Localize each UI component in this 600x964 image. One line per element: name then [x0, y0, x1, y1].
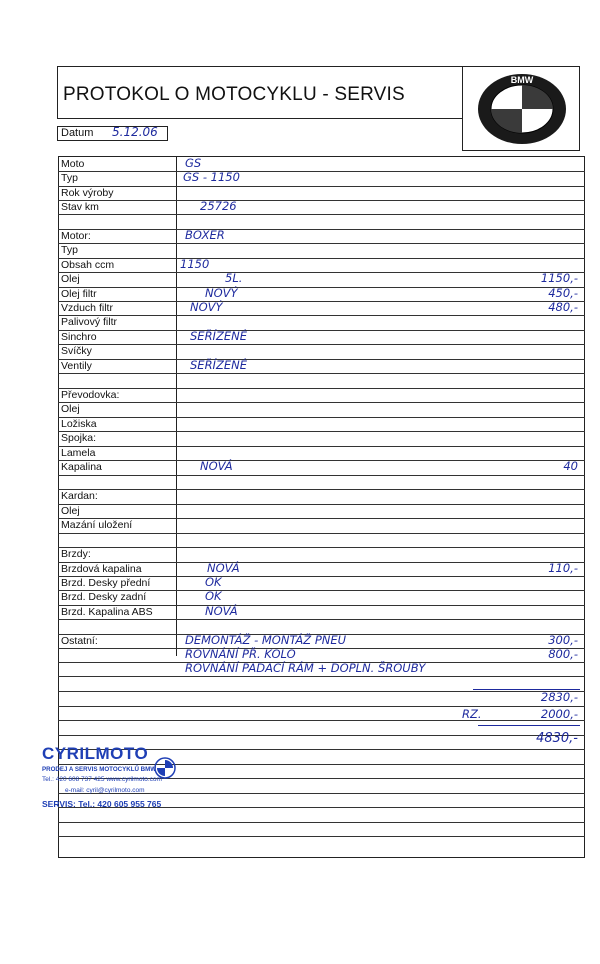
- row-value: SEŘÍZENÉ: [190, 358, 247, 372]
- row-label: Lamela: [61, 447, 96, 459]
- row-divider: [58, 619, 585, 620]
- row-label: Mazání uložení: [61, 519, 133, 531]
- row-value: 1150: [180, 257, 210, 271]
- row-value: ROVNÁNÍ PŘ. KOLO: [185, 647, 296, 661]
- row-divider: [58, 547, 585, 548]
- row-price: 300,-: [548, 633, 578, 647]
- row-value: DEMONTÁŽ - MONTÁŽ PNEU: [185, 633, 347, 647]
- row-price: 480,-: [548, 300, 578, 314]
- bmw-logo-icon: [472, 71, 572, 147]
- row-label: Ložiska: [61, 418, 97, 430]
- row-divider: [58, 431, 585, 432]
- row-value: 25726: [200, 199, 237, 213]
- row-label: Ventily: [61, 360, 92, 372]
- total-line: [478, 725, 580, 726]
- row-divider: [58, 475, 585, 476]
- row-value: ROVNÁNÍ PADACÍ RÁM + DOPLN. ŠROUBY: [185, 661, 426, 675]
- row-divider: [58, 373, 585, 374]
- row-label: Olej: [61, 403, 80, 415]
- rz-label: RZ.: [462, 707, 482, 721]
- row-label: Brzd. Desky přední: [61, 577, 151, 589]
- row-divider: [58, 504, 585, 505]
- row-divider: [58, 171, 585, 172]
- row-divider: [58, 200, 585, 201]
- row-divider: [58, 764, 585, 765]
- row-value: GS - 1150: [183, 170, 240, 184]
- row-divider: [58, 417, 585, 418]
- row-divider: [58, 214, 585, 215]
- row-label: Kardan:: [61, 490, 98, 502]
- row-label: Obsah ccm: [61, 259, 115, 271]
- row-divider: [58, 489, 585, 490]
- column-separator: [176, 156, 177, 656]
- row-value: GS: [185, 156, 202, 170]
- row-label: Brzdová kapalina: [61, 563, 142, 575]
- row-divider: [58, 676, 585, 677]
- row-label: Typ: [61, 244, 78, 256]
- rz-value: 2000,-: [540, 707, 578, 721]
- row-price: 40: [563, 459, 578, 473]
- row-value: BOXER: [185, 228, 225, 242]
- row-value: SEŘÍZENÉ: [190, 329, 247, 343]
- page-title: PROTOKOL O MOTOCYKLU - SERVIS: [63, 84, 405, 105]
- row-divider: [58, 330, 585, 331]
- row-divider: [58, 518, 585, 519]
- stamp-subtitle: PRODEJ A SERVIS MOTOCYKLŮ BMW: [42, 766, 157, 773]
- row-label: Olej: [61, 273, 80, 285]
- row-label: Stav km: [61, 201, 99, 213]
- row-label: Typ: [61, 172, 78, 184]
- row-value: OK: [205, 575, 222, 589]
- row-label: Spojka:: [61, 432, 97, 444]
- row-divider: [58, 258, 585, 259]
- row-value: NOVÝ: [205, 286, 238, 300]
- row-divider: [58, 822, 585, 823]
- row-divider: [58, 402, 585, 403]
- row-label: Palivový filtr: [61, 316, 118, 328]
- datum-label: Datum: [61, 127, 94, 139]
- row-label: Brzdy:: [61, 548, 91, 560]
- row-label: Převodovka:: [61, 389, 120, 401]
- row-divider: [58, 344, 585, 345]
- row-value: NOVÝ: [190, 300, 223, 314]
- row-label: Moto: [61, 158, 85, 170]
- row-divider: [58, 186, 585, 187]
- row-divider: [58, 836, 585, 837]
- row-label: Vzduch filtr: [61, 302, 113, 314]
- row-label: Motor:: [61, 230, 91, 242]
- row-divider: [58, 243, 585, 244]
- row-label: Olej filtr: [61, 288, 97, 300]
- row-value: OK: [205, 589, 222, 603]
- stamp-servis: SERVIS: Tel.: 420 605 955 765: [42, 799, 162, 809]
- subtotal-value: 2830,-: [540, 690, 578, 704]
- row-price: 800,-: [548, 647, 578, 661]
- row-price: 110,-: [548, 561, 578, 575]
- row-label: Sinchro: [61, 331, 97, 343]
- row-label: Svíčky: [61, 345, 92, 357]
- row-label: Kapalina: [61, 461, 102, 473]
- row-divider: [58, 229, 585, 230]
- svg-text:BMW: BMW: [510, 75, 534, 85]
- row-divider: [58, 359, 585, 360]
- total-value: 4830,-: [536, 731, 578, 746]
- row-value: 5L.: [225, 271, 243, 285]
- row-divider: [58, 315, 585, 316]
- row-value: NOVÁ: [205, 604, 238, 618]
- row-divider: [58, 446, 585, 447]
- row-value: NOVÁ: [200, 459, 233, 473]
- row-label: Olej: [61, 505, 80, 517]
- row-value: NOVÁ: [207, 561, 240, 575]
- row-label: Brzd. Kapalina ABS: [61, 606, 153, 618]
- row-label: Ostatní:: [61, 635, 98, 647]
- row-divider: [58, 388, 585, 389]
- datum-value: 5.12.06: [112, 125, 158, 139]
- row-price: 450,-: [548, 286, 578, 300]
- stamp-brand: CYRILMOTO: [42, 744, 149, 763]
- row-label: Brzd. Desky zadní: [61, 591, 147, 603]
- row-price: 1150,-: [540, 271, 578, 285]
- stamp-email: e-mail: cyril@cyrilmoto.com: [65, 787, 145, 794]
- row-label: Rok výroby: [61, 187, 114, 199]
- stamp-tel: Tel.: 420 608 737 425 www.cyrilmoto.com: [42, 776, 162, 783]
- row-divider: [58, 533, 585, 534]
